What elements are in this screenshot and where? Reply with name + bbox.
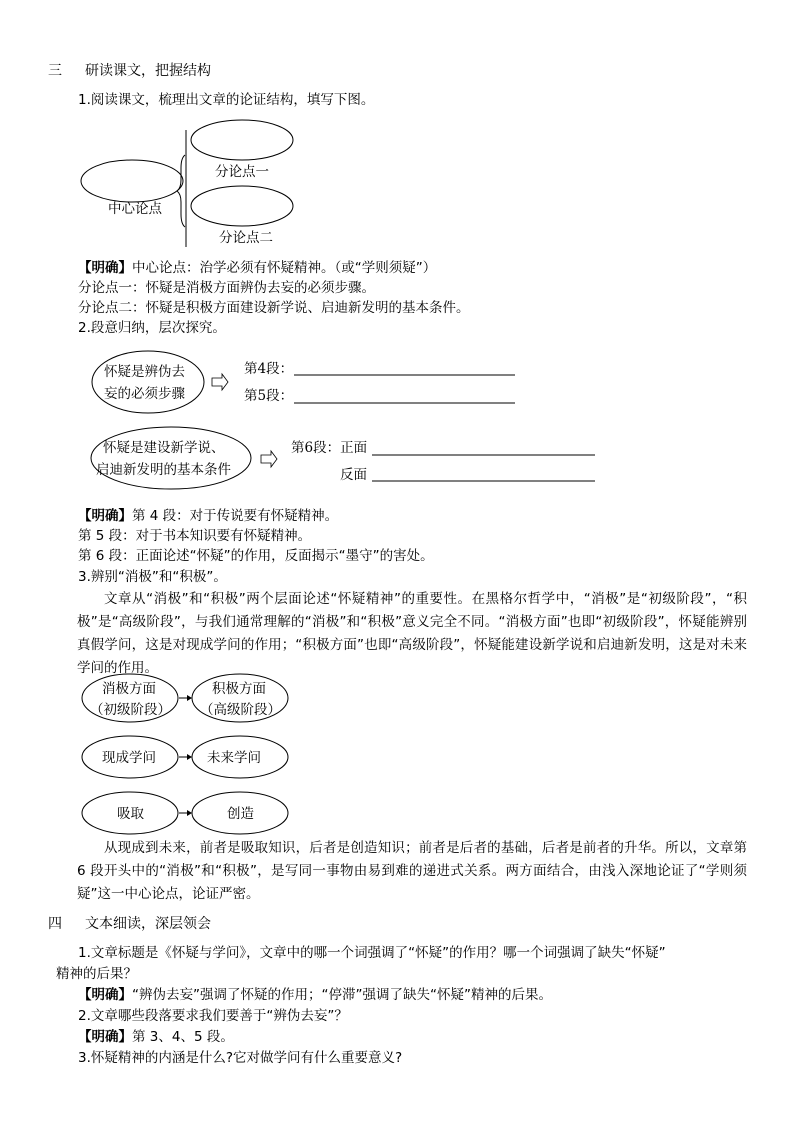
answer-text: 第 4 段：对于传说要有怀疑精神。 xyxy=(132,508,339,524)
section4-question-1-line-2: 精神的后果？ xyxy=(56,966,137,982)
paragraph-6-positive-label: 第6段：正面 xyxy=(291,440,368,456)
center-argument-label: 中心论点 xyxy=(108,201,162,217)
oval-1-line-2: 妄的必须步骤 xyxy=(104,386,185,402)
section4-question-3: 3.怀疑精神的内涵是什么?它对做学问有什么重要意义? xyxy=(78,1050,403,1066)
oval-2-line-2: 启迪新发明的基本条件 xyxy=(96,462,231,478)
primary-stage-label: （初级阶段） xyxy=(90,702,171,718)
paragraph-passive-active: 文章从“消极”和“积极”两个层面论述“怀疑精神”的重要性。在黑格尔哲学中，“消极”是“初级阶段”，“积极”是“高级阶段”，与我们通常理解的“消极”和“积极”意义完全不同。“消极方面”也即“初级阶段”，怀疑能辨别真假学问，这是对现成学问的作用；“积极方面”也即“高级阶段”，怀疑能建设新学说和启迪新发明，这是对未来学问的作用。 xyxy=(77,591,747,676)
oval-1-line-1: 怀疑是辨伪去 xyxy=(104,364,185,380)
section-number: 三 xyxy=(48,63,62,79)
sub-argument-2-label: 分论点二 xyxy=(219,230,273,246)
question-3: 3.辨别“消极”和“积极”。 xyxy=(78,569,227,585)
answer-text: 中心论点：治学必须有怀疑精神。（或“学则须疑”） xyxy=(132,260,437,276)
advanced-stage-label: （高级阶段） xyxy=(200,702,281,718)
active-aspect-label: 积极方面 xyxy=(212,681,266,697)
answer-2-line-3: 第 6 段：正面论述“怀疑”的作用，反面揭示“墨守”的害处。 xyxy=(78,548,434,564)
section4-question-2: 2.文章哪些段落要求我们要善于“辨伪去妄”？ xyxy=(78,1008,348,1024)
existing-knowledge-label: 现成学问 xyxy=(102,750,156,766)
paragraph-6-negative-label: 反面 xyxy=(340,467,367,483)
paragraph-5-blank-label: 第5段： xyxy=(244,388,294,404)
section-title: 文本细读，深层领会 xyxy=(85,916,211,932)
section4-answer-1 xyxy=(78,985,552,1005)
answer-text: “辨伪去妄”强调了怀疑的作用；“停滞”强调了缺失“怀疑”精神的后果。 xyxy=(132,987,552,1003)
answer-1-line-2: 分论点一：怀疑是消极方面辨伪去妄的必须步骤。 xyxy=(78,280,375,296)
answer-2-line-2: 第 5 段：对于书本知识要有怀疑精神。 xyxy=(78,528,312,544)
oval-2-line-1: 怀疑是建设新学说、 xyxy=(103,440,225,456)
absorb-label: 吸取 xyxy=(117,806,144,822)
create-label: 创造 xyxy=(227,806,254,822)
future-knowledge-label: 未来学问 xyxy=(207,750,261,766)
section-number: 四 xyxy=(48,916,62,932)
answer-label: 【明确】 xyxy=(78,260,132,276)
passive-aspect-label: 消极方面 xyxy=(102,681,156,697)
answer-label: 【明确】 xyxy=(78,1029,132,1045)
sub-argument-1-label: 分论点一 xyxy=(215,164,269,180)
question-1: 1.阅读课文，梳理出文章的论证结构，填写下图。 xyxy=(78,92,375,108)
section-title: 研读课文，把握结构 xyxy=(85,63,211,79)
section4-question-1-line-1: 1.文章标题是《怀疑与学问》，文章中的哪一个词强调了“怀疑”的作用？哪一个词强调了缺失“怀疑” xyxy=(78,945,666,961)
answer-label: 【明确】 xyxy=(78,987,132,1003)
section4-answer-2 xyxy=(78,1027,234,1047)
answer-1-line-3: 分论点二：怀疑是积极方面建设新学说、启迪新发明的基本条件。 xyxy=(78,300,470,316)
answer-text: 第 3、4、5 段。 xyxy=(132,1029,234,1045)
paragraph-conclusion: 从现成到未来，前者是吸取知识，后者是创造知识；前者是后者的基础，后者是前者的升华。所以，文章第 6 段开头中的“消极”和“积极”，是写同一事物由易到难的递进式关系。两方面结合，由浅入深地论证了“学则须疑”这一中心论点，论证严密。 xyxy=(77,840,747,902)
answer-label: 【明确】 xyxy=(78,508,132,524)
paragraph-4-blank-label: 第4段： xyxy=(244,361,294,377)
question-2: 2.段意归纳，层次探究。 xyxy=(78,320,226,336)
